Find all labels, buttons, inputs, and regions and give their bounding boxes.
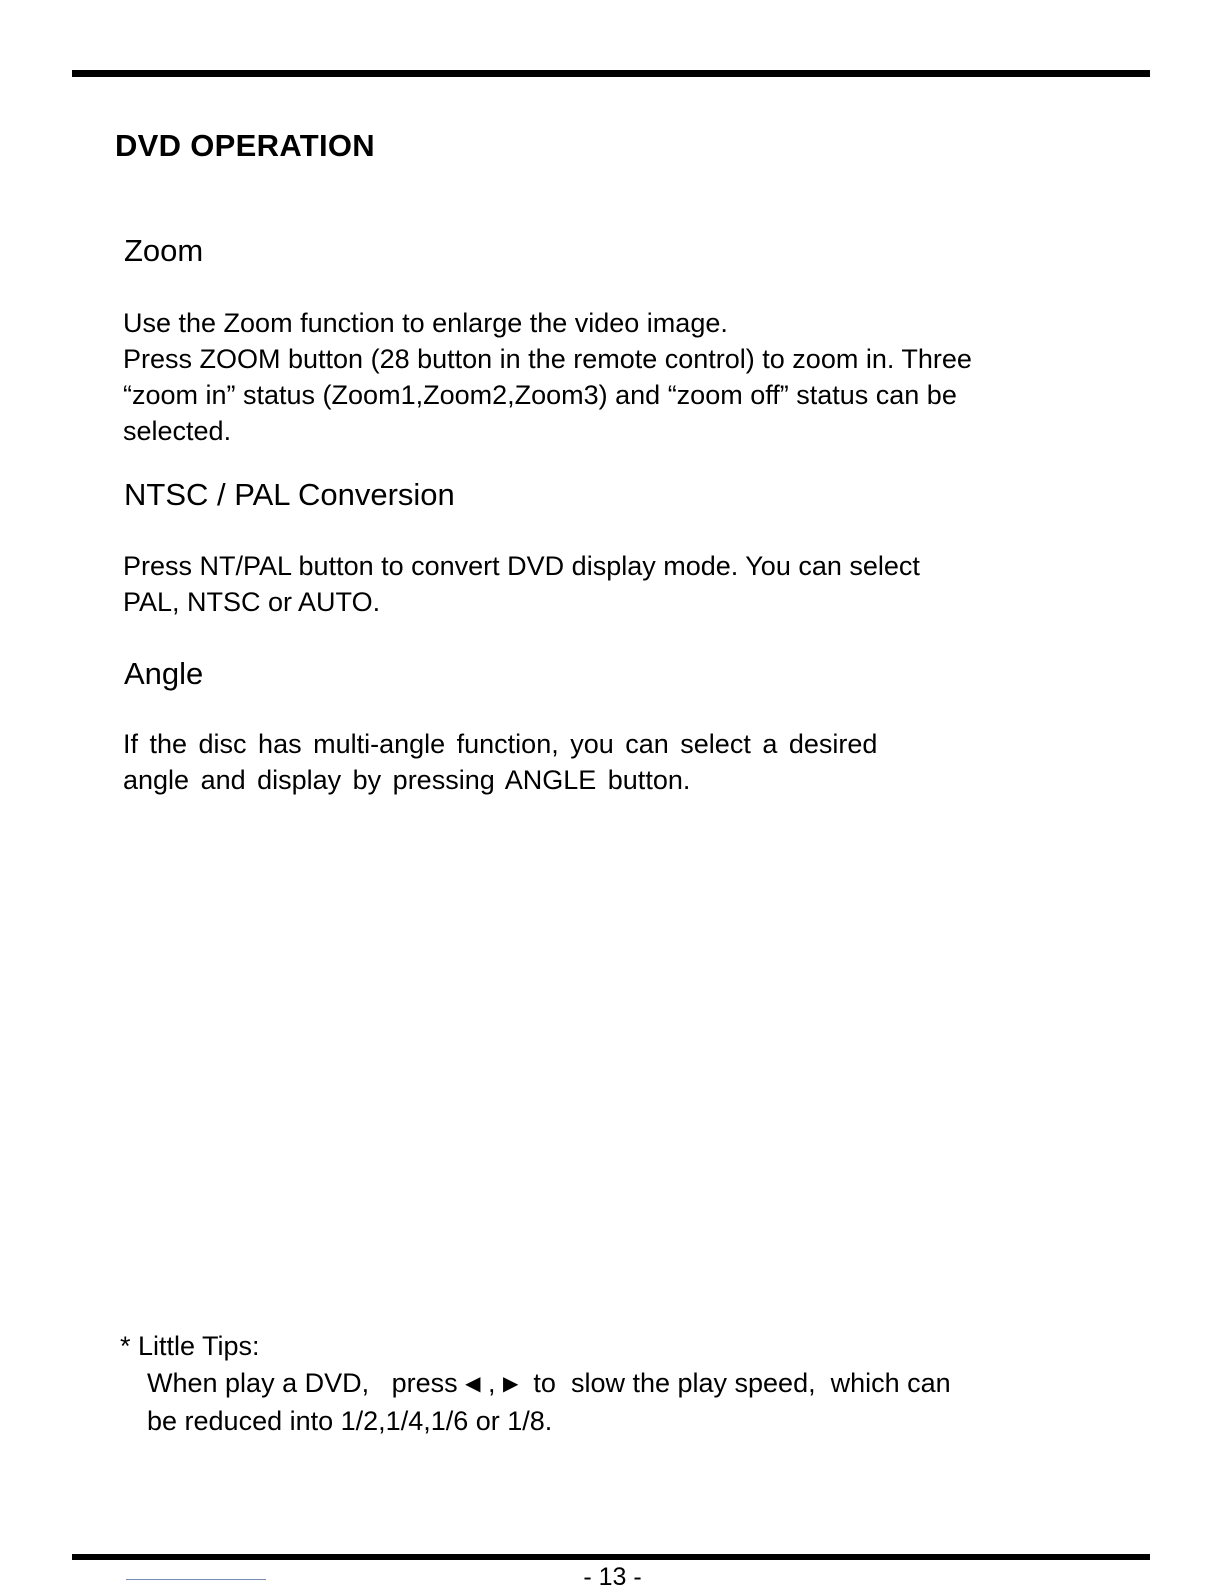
body-line: selected. [123, 416, 232, 446]
tips-text-after: to slow the play speed, which can [518, 1368, 951, 1398]
tips-text-before: When play a DVD, press [147, 1368, 466, 1398]
body-line: Use the Zoom function to enlarge the video image. [123, 308, 728, 338]
section-body-angle [123, 726, 877, 798]
tips-line-2: be reduced into 1/2,1/4,1/6 or 1/8. [147, 1406, 553, 1436]
body-line: If the disc has multi-angle function, you can select a desired [123, 729, 878, 759]
body-line: angle and display by pressing ANGLE button. [123, 765, 691, 795]
body-line: Press ZOOM button (28 button in the remote control) to zoom in. Three [123, 344, 972, 374]
page-title: DVD OPERATION [115, 128, 375, 163]
tips-label: * Little Tips: [120, 1331, 260, 1361]
section-heading-ntsc-pal: NTSC / PAL Conversion [124, 477, 455, 512]
little-tips [120, 1328, 951, 1440]
bottom-rule [72, 1554, 1150, 1560]
body-line: PAL, NTSC or AUTO. [123, 587, 381, 617]
right-arrow-icon: ▶ [503, 1373, 519, 1395]
tips-line-1 [120, 1365, 951, 1403]
section-heading-zoom: Zoom [124, 233, 204, 268]
top-rule [72, 70, 1150, 77]
footnote-divider [126, 1579, 266, 1580]
tips-separator: , [480, 1368, 504, 1398]
section-body-ntsc-pal [123, 548, 920, 620]
left-arrow-icon: ◀ [465, 1373, 481, 1395]
section-body-zoom [123, 305, 972, 449]
body-line: “zoom in” status (Zoom1,Zoom2,Zoom3) and “zoom off” status can be [123, 380, 957, 410]
page-number: - 13 - [583, 1563, 642, 1591]
body-line: Press NT/PAL button to convert DVD display mode. You can select [123, 551, 920, 581]
section-heading-angle: Angle [124, 656, 204, 691]
